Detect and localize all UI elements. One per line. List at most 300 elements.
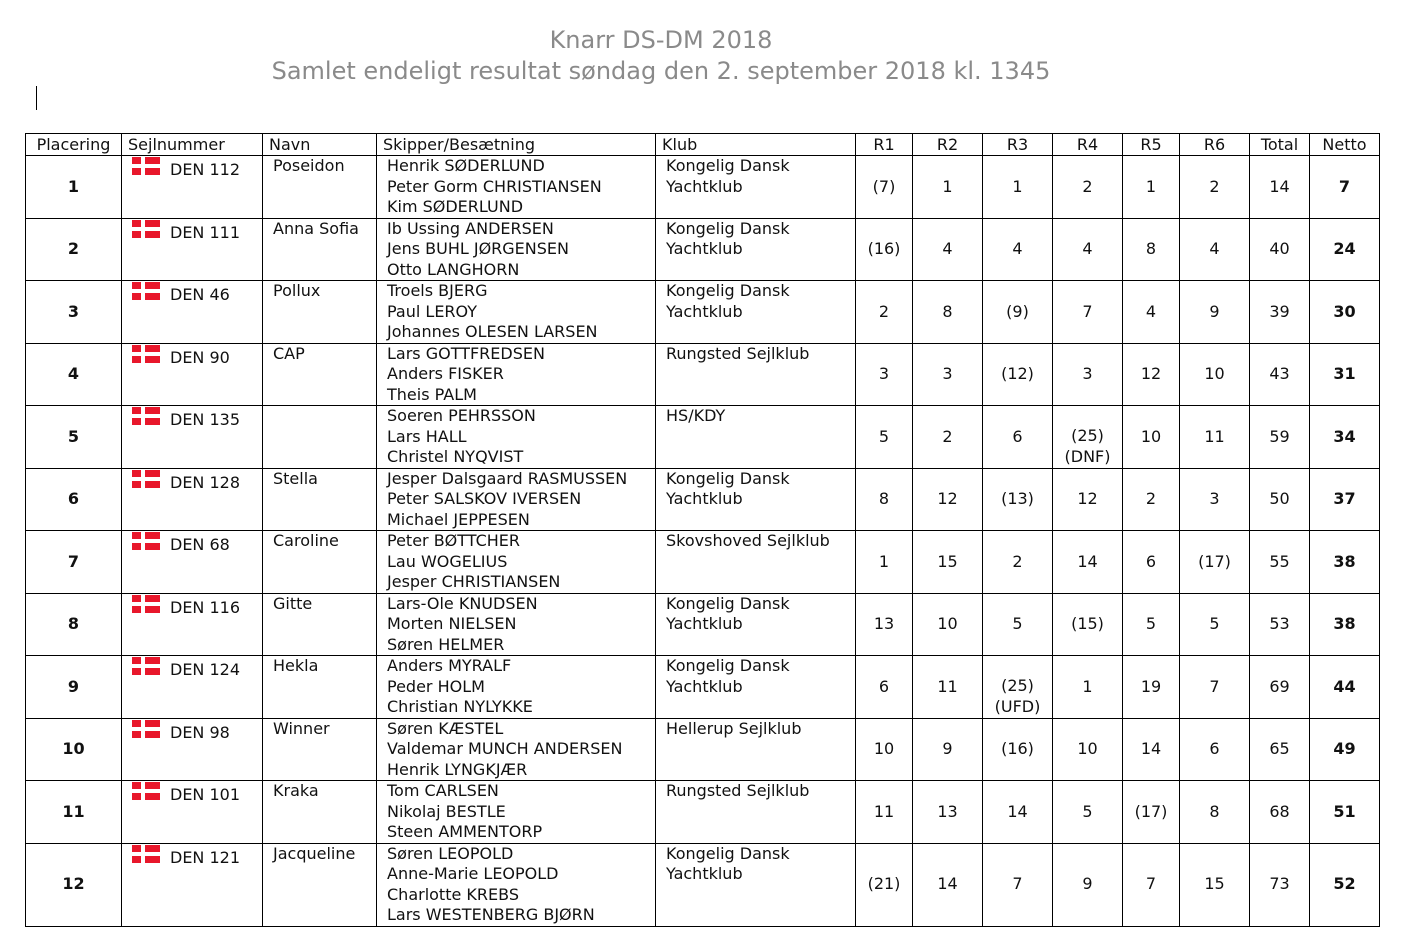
total-cell: 69 — [1250, 656, 1310, 719]
race-score-r6 — [1180, 343, 1250, 406]
race-score-value: 8 — [878, 489, 890, 508]
race-score-r1 — [856, 781, 913, 844]
race-score-value: 2 — [1082, 176, 1093, 196]
boat-name-cell: Jacqueline — [263, 843, 377, 926]
placement-cell: 4 — [26, 343, 122, 406]
sail-number: DEN 101 — [170, 785, 241, 804]
race-score-value: 19 — [1140, 676, 1162, 696]
race-score-value: (17) — [1198, 551, 1231, 571]
race-score-r4 — [1053, 781, 1123, 844]
race-score-value: 8 — [1209, 801, 1220, 821]
header-row — [26, 134, 1380, 156]
sail-number: DEN 121 — [170, 847, 241, 867]
crew-member: Søren HELMER — [387, 634, 505, 654]
race-score-value: 1 — [1145, 176, 1157, 196]
race-score-value: 4 — [1082, 239, 1093, 258]
total-cell: 40 — [1250, 218, 1310, 281]
crew-member: Anne-Marie LEOPOLD — [387, 864, 559, 883]
race-score-value: (UFD) — [994, 696, 1041, 716]
table-row — [26, 843, 1380, 926]
sail-number-cell — [122, 656, 263, 719]
crew-member: Peter BØTTCHER — [387, 531, 521, 550]
club-line: Rungsted Sejlklub — [666, 781, 810, 800]
race-score-value: 14 — [937, 874, 958, 894]
race-score-value: 5 — [878, 426, 890, 446]
club-line: Yachtklub — [666, 676, 743, 696]
crew-member: Soeren PEHRSSON — [387, 406, 536, 425]
race-score-r1 — [856, 656, 913, 719]
race-score-r5 — [1123, 343, 1180, 406]
race-score-value: 9 — [942, 739, 953, 758]
race-score-value: 2 — [1012, 551, 1023, 571]
race-score-r4 — [1053, 406, 1123, 469]
race-score-value: 14 — [1007, 801, 1028, 821]
race-score-value: 2 — [1209, 176, 1220, 196]
denmark-flag-icon — [132, 220, 160, 238]
club-cell — [656, 218, 856, 281]
crew-member: Ib Ussing ANDERSEN — [387, 218, 554, 238]
race-score-r5 — [1123, 468, 1180, 531]
boat-name-cell: Winner — [263, 718, 377, 781]
club-line: Yachtklub — [666, 864, 743, 883]
placement-cell: 9 — [26, 656, 122, 719]
sail-number-cell — [122, 343, 263, 406]
race-score-r2 — [913, 281, 983, 344]
race-score-value: 1 — [1012, 176, 1023, 196]
race-score-value: 12 — [1077, 489, 1098, 508]
crew-member: Peter Gorm CHRISTIANSEN — [387, 176, 602, 196]
netto-cell: 24 — [1310, 218, 1380, 281]
sail-number-cell — [122, 406, 263, 469]
table-row — [26, 656, 1380, 719]
crew-member: Søren KÆSTEL — [387, 718, 504, 738]
race-score-value: 5 — [1145, 614, 1157, 633]
club-line: Yachtklub — [666, 176, 743, 196]
race-score-r3 — [983, 406, 1053, 469]
club-line: HS/KDY — [666, 406, 726, 425]
club-line: Kongelig Dansk — [666, 843, 790, 863]
race-score-r4 — [1053, 281, 1123, 344]
race-score-value: (13) — [1001, 489, 1034, 508]
sail-number-cell — [122, 843, 263, 926]
crew-cell — [377, 531, 656, 594]
race-score-r1 — [856, 718, 913, 781]
race-score-r5 — [1123, 718, 1180, 781]
denmark-flag-icon — [132, 657, 160, 675]
netto-cell: 30 — [1310, 281, 1380, 344]
race-score-value: 5 — [1209, 614, 1220, 633]
placement-cell: 11 — [26, 781, 122, 844]
table-row — [26, 343, 1380, 406]
crew-member: Valdemar MUNCH ANDERSEN — [387, 739, 623, 758]
club-cell — [656, 468, 856, 531]
club-cell — [656, 281, 856, 344]
table-row — [26, 781, 1380, 844]
header-klub: Klub — [656, 134, 856, 156]
header-r5: R5 — [1123, 134, 1180, 156]
race-score-r3 — [983, 843, 1053, 926]
total-cell: 73 — [1250, 843, 1310, 926]
crew-cell — [377, 406, 656, 469]
race-score-value: 11 — [937, 676, 958, 696]
netto-cell: 34 — [1310, 406, 1380, 469]
denmark-flag-icon — [132, 720, 160, 738]
table-row — [26, 281, 1380, 344]
club-line: Kongelig Dansk — [666, 656, 790, 675]
table-row — [26, 468, 1380, 531]
race-score-value: 13 — [873, 614, 895, 633]
race-score-value: 8 — [1145, 239, 1157, 258]
race-score-r3 — [983, 281, 1053, 344]
race-score-r6 — [1180, 281, 1250, 344]
boat-name-cell: Gitte — [263, 593, 377, 656]
crew-member: Johannes OLESEN LARSEN — [387, 322, 598, 341]
club-line: Yachtklub — [666, 239, 743, 258]
total-cell: 55 — [1250, 531, 1310, 594]
header-netto: Netto — [1310, 134, 1380, 156]
club-cell — [656, 343, 856, 406]
club-cell — [656, 593, 856, 656]
netto-cell: 51 — [1310, 781, 1380, 844]
race-score-value: 10 — [937, 614, 958, 633]
race-score-value: 5 — [1082, 801, 1093, 821]
total-cell: 14 — [1250, 156, 1310, 219]
race-score-r1 — [856, 531, 913, 594]
netto-cell: 7 — [1310, 156, 1380, 219]
race-score-r6 — [1180, 531, 1250, 594]
header-total: Total — [1250, 134, 1310, 156]
race-score-value: 12 — [1140, 364, 1162, 383]
crew-member: Otto LANGHORN — [387, 259, 520, 279]
crew-member: Christel NYQVIST — [387, 447, 524, 466]
club-cell — [656, 156, 856, 219]
race-score-r5 — [1123, 281, 1180, 344]
sail-number: DEN 116 — [170, 597, 241, 617]
race-score-r4 — [1053, 843, 1123, 926]
race-score-r3 — [983, 343, 1053, 406]
race-score-r6 — [1180, 218, 1250, 281]
boat-name-cell: Hekla — [263, 656, 377, 719]
crew-member: Jesper CHRISTIANSEN — [387, 572, 561, 591]
denmark-flag-icon — [132, 782, 160, 800]
race-score-r1 — [856, 406, 913, 469]
race-score-r4 — [1053, 718, 1123, 781]
denmark-flag-icon — [132, 470, 160, 488]
race-score-r5 — [1123, 843, 1180, 926]
header-r1: R1 — [856, 134, 913, 156]
placement-cell: 7 — [26, 531, 122, 594]
race-score-r1 — [856, 156, 913, 219]
netto-cell: 38 — [1310, 531, 1380, 594]
race-score-r5 — [1123, 406, 1180, 469]
sail-number-cell — [122, 218, 263, 281]
race-score-r4 — [1053, 593, 1123, 656]
club-line: Kongelig Dansk — [666, 218, 790, 238]
race-score-r2 — [913, 343, 983, 406]
race-score-r5 — [1123, 781, 1180, 844]
race-score-r3 — [983, 218, 1053, 281]
race-score-value: 10 — [1204, 364, 1225, 383]
placement-cell: 5 — [26, 406, 122, 469]
club-cell — [656, 781, 856, 844]
race-score-r3 — [983, 781, 1053, 844]
sail-number-cell — [122, 781, 263, 844]
denmark-flag-icon — [132, 282, 160, 300]
table-row — [26, 406, 1380, 469]
placement-cell: 1 — [26, 156, 122, 219]
race-score-value: (12) — [1001, 364, 1034, 383]
race-score-r6 — [1180, 468, 1250, 531]
race-score-r5 — [1123, 593, 1180, 656]
race-score-value: 6 — [1012, 426, 1023, 446]
race-score-value: 1 — [942, 176, 953, 196]
boat-name-cell: Kraka — [263, 781, 377, 844]
race-score-r3 — [983, 156, 1053, 219]
table-row — [26, 593, 1380, 656]
club-line: Hellerup Sejlklub — [666, 718, 802, 738]
sail-number: DEN 124 — [170, 660, 241, 679]
race-score-value: 3 — [1082, 364, 1093, 383]
crew-member: Peter SALSKOV IVERSEN — [387, 489, 582, 508]
race-score-r2 — [913, 718, 983, 781]
header-r4: R4 — [1053, 134, 1123, 156]
club-cell — [656, 531, 856, 594]
race-score-value: (16) — [1001, 739, 1034, 758]
race-score-value: 15 — [937, 551, 958, 571]
crew-cell — [377, 281, 656, 344]
total-cell: 59 — [1250, 406, 1310, 469]
netto-cell: 52 — [1310, 843, 1380, 926]
crew-member: Jens BUHL JØRGENSEN — [387, 239, 569, 258]
sail-number: DEN 98 — [170, 722, 230, 742]
boat-name-cell: CAP — [263, 343, 377, 406]
header-placering: Placering — [26, 134, 122, 156]
race-score-r6 — [1180, 406, 1250, 469]
boat-name-cell: Stella — [263, 468, 377, 531]
race-score-r6 — [1180, 656, 1250, 719]
total-cell: 39 — [1250, 281, 1310, 344]
crew-cell — [377, 218, 656, 281]
crew-member: Lars GOTTFREDSEN — [387, 343, 545, 363]
race-score-r3 — [983, 593, 1053, 656]
race-score-value: 2 — [1145, 489, 1157, 508]
race-score-r1 — [856, 593, 913, 656]
club-line: Yachtklub — [666, 489, 743, 508]
race-score-r5 — [1123, 218, 1180, 281]
total-cell: 68 — [1250, 781, 1310, 844]
race-score-value: 8 — [942, 301, 953, 321]
race-score-r4 — [1053, 218, 1123, 281]
race-score-value: 6 — [878, 676, 890, 696]
crew-member: Tom CARLSEN — [387, 781, 499, 800]
race-score-value: 9 — [1209, 301, 1220, 321]
race-score-value: 13 — [937, 801, 958, 821]
boat-name-cell — [263, 406, 377, 469]
total-cell: 65 — [1250, 718, 1310, 781]
boat-name-cell: Caroline — [263, 531, 377, 594]
sail-number-cell — [122, 531, 263, 594]
race-score-r4 — [1053, 343, 1123, 406]
crew-cell — [377, 593, 656, 656]
document-subtitle: Samlet endeligt resultat søndag den 2. september 2018 kl. 1345 — [271, 57, 1051, 85]
race-score-value: 3 — [942, 364, 953, 383]
placement-cell: 10 — [26, 718, 122, 781]
race-score-r2 — [913, 843, 983, 926]
race-score-r5 — [1123, 531, 1180, 594]
race-score-value: 7 — [1145, 874, 1157, 894]
race-score-value: 4 — [1012, 239, 1023, 258]
race-score-r6 — [1180, 593, 1250, 656]
race-score-value: 4 — [942, 239, 953, 258]
club-cell — [656, 843, 856, 926]
club-cell — [656, 718, 856, 781]
race-score-value: (16) — [867, 239, 901, 258]
sail-number-cell — [122, 718, 263, 781]
race-score-value: 2 — [942, 426, 953, 446]
club-line: Skovshoved Sejlklub — [666, 531, 830, 550]
race-score-r3 — [983, 656, 1053, 719]
placement-cell: 2 — [26, 218, 122, 281]
header-r2: R2 — [913, 134, 983, 156]
header-skipper: Skipper/Besætning — [377, 134, 656, 156]
race-score-value: 10 — [1077, 739, 1098, 758]
race-score-r2 — [913, 781, 983, 844]
denmark-flag-icon — [132, 157, 160, 175]
race-score-value: 10 — [873, 739, 895, 758]
placement-cell: 12 — [26, 843, 122, 926]
crew-member: Lars-Ole KNUDSEN — [387, 593, 538, 613]
placement-cell: 6 — [26, 468, 122, 531]
netto-cell: 31 — [1310, 343, 1380, 406]
race-score-r4 — [1053, 531, 1123, 594]
race-score-value: (15) — [1071, 614, 1104, 633]
race-score-r1 — [856, 281, 913, 344]
race-score-value: (17) — [1134, 801, 1168, 821]
crew-cell — [377, 156, 656, 219]
club-cell — [656, 656, 856, 719]
crew-member: Steen AMMENTORP — [387, 822, 543, 841]
race-score-r2 — [913, 468, 983, 531]
race-score-value: (21) — [867, 874, 901, 894]
crew-cell — [377, 656, 656, 719]
race-score-value: 7 — [1012, 874, 1023, 894]
crew-member: Charlotte KREBS — [387, 884, 519, 904]
club-cell — [656, 406, 856, 469]
netto-cell: 37 — [1310, 468, 1380, 531]
club-line: Kongelig Dansk — [666, 468, 790, 488]
race-score-r1 — [856, 843, 913, 926]
race-score-value: 15 — [1204, 874, 1225, 894]
race-score-value: 14 — [1140, 739, 1162, 758]
club-line: Kongelig Dansk — [666, 593, 790, 613]
race-score-r1 — [856, 218, 913, 281]
header-navn: Navn — [263, 134, 377, 156]
race-score-r2 — [913, 593, 983, 656]
race-score-value: 11 — [1204, 426, 1225, 446]
race-score-r3 — [983, 718, 1053, 781]
race-score-value: 1 — [878, 551, 890, 571]
race-score-value: 7 — [1082, 301, 1093, 321]
total-cell: 50 — [1250, 468, 1310, 531]
sail-number: DEN 68 — [170, 535, 230, 554]
sail-number: DEN 135 — [170, 410, 241, 429]
crew-member: Michael JEPPESEN — [387, 509, 530, 529]
crew-member: Paul LEROY — [387, 301, 478, 321]
race-score-value: 5 — [1012, 614, 1023, 633]
sail-number-cell — [122, 156, 263, 219]
race-score-r2 — [913, 656, 983, 719]
race-score-value: (25) — [1071, 426, 1104, 445]
table-row — [26, 718, 1380, 781]
race-score-r6 — [1180, 781, 1250, 844]
sail-number-cell — [122, 468, 263, 531]
results-table — [25, 133, 1380, 927]
club-line: Yachtklub — [666, 614, 743, 633]
race-score-value: 12 — [937, 489, 958, 508]
placement-cell: 8 — [26, 593, 122, 656]
text-cursor — [36, 86, 37, 110]
header-r3: R3 — [983, 134, 1053, 156]
race-score-r2 — [913, 406, 983, 469]
crew-cell — [377, 468, 656, 531]
race-score-value: 6 — [1209, 739, 1220, 758]
race-score-r5 — [1123, 156, 1180, 219]
crew-member: Theis PALM — [387, 384, 477, 404]
table-row — [26, 218, 1380, 281]
race-score-value: 9 — [1082, 874, 1093, 894]
denmark-flag-icon — [132, 845, 160, 863]
header-sejlnummer: Sejlnummer — [122, 134, 263, 156]
race-score-value: (25) — [1001, 676, 1034, 695]
race-score-value: 3 — [1209, 489, 1220, 508]
race-score-r4 — [1053, 468, 1123, 531]
crew-cell — [377, 718, 656, 781]
race-score-value: 2 — [878, 301, 890, 321]
club-line: Yachtklub — [666, 301, 743, 321]
race-score-r4 — [1053, 656, 1123, 719]
crew-member: Anders FISKER — [387, 364, 504, 383]
sail-number-cell — [122, 281, 263, 344]
header-r6: R6 — [1180, 134, 1250, 156]
crew-member: Nikolaj BESTLE — [387, 801, 506, 821]
boat-name-cell: Poseidon — [263, 156, 377, 219]
sail-number: DEN 112 — [170, 160, 241, 179]
race-score-r6 — [1180, 843, 1250, 926]
race-score-r3 — [983, 531, 1053, 594]
race-score-value: 11 — [873, 801, 895, 821]
race-score-r1 — [856, 343, 913, 406]
placement-cell: 3 — [26, 281, 122, 344]
club-line: Kongelig Dansk — [666, 281, 790, 300]
club-line: Rungsted Sejlklub — [666, 343, 810, 363]
crew-member: Lars WESTENBERG BJØRN — [387, 905, 595, 924]
sail-number: DEN 128 — [170, 472, 241, 492]
race-score-value: 4 — [1145, 301, 1157, 321]
netto-cell: 49 — [1310, 718, 1380, 781]
sail-number: DEN 111 — [170, 222, 241, 242]
boat-name-cell: Anna Sofia — [263, 218, 377, 281]
race-score-r6 — [1180, 156, 1250, 219]
denmark-flag-icon — [132, 407, 160, 425]
crew-member: Peder HOLM — [387, 676, 485, 696]
crew-member: Christian NYLYKKE — [387, 697, 533, 716]
race-score-value: (DNF) — [1064, 446, 1111, 466]
race-score-r2 — [913, 531, 983, 594]
race-score-r3 — [983, 468, 1053, 531]
table-row — [26, 156, 1380, 219]
sail-number-cell — [122, 593, 263, 656]
crew-cell — [377, 343, 656, 406]
